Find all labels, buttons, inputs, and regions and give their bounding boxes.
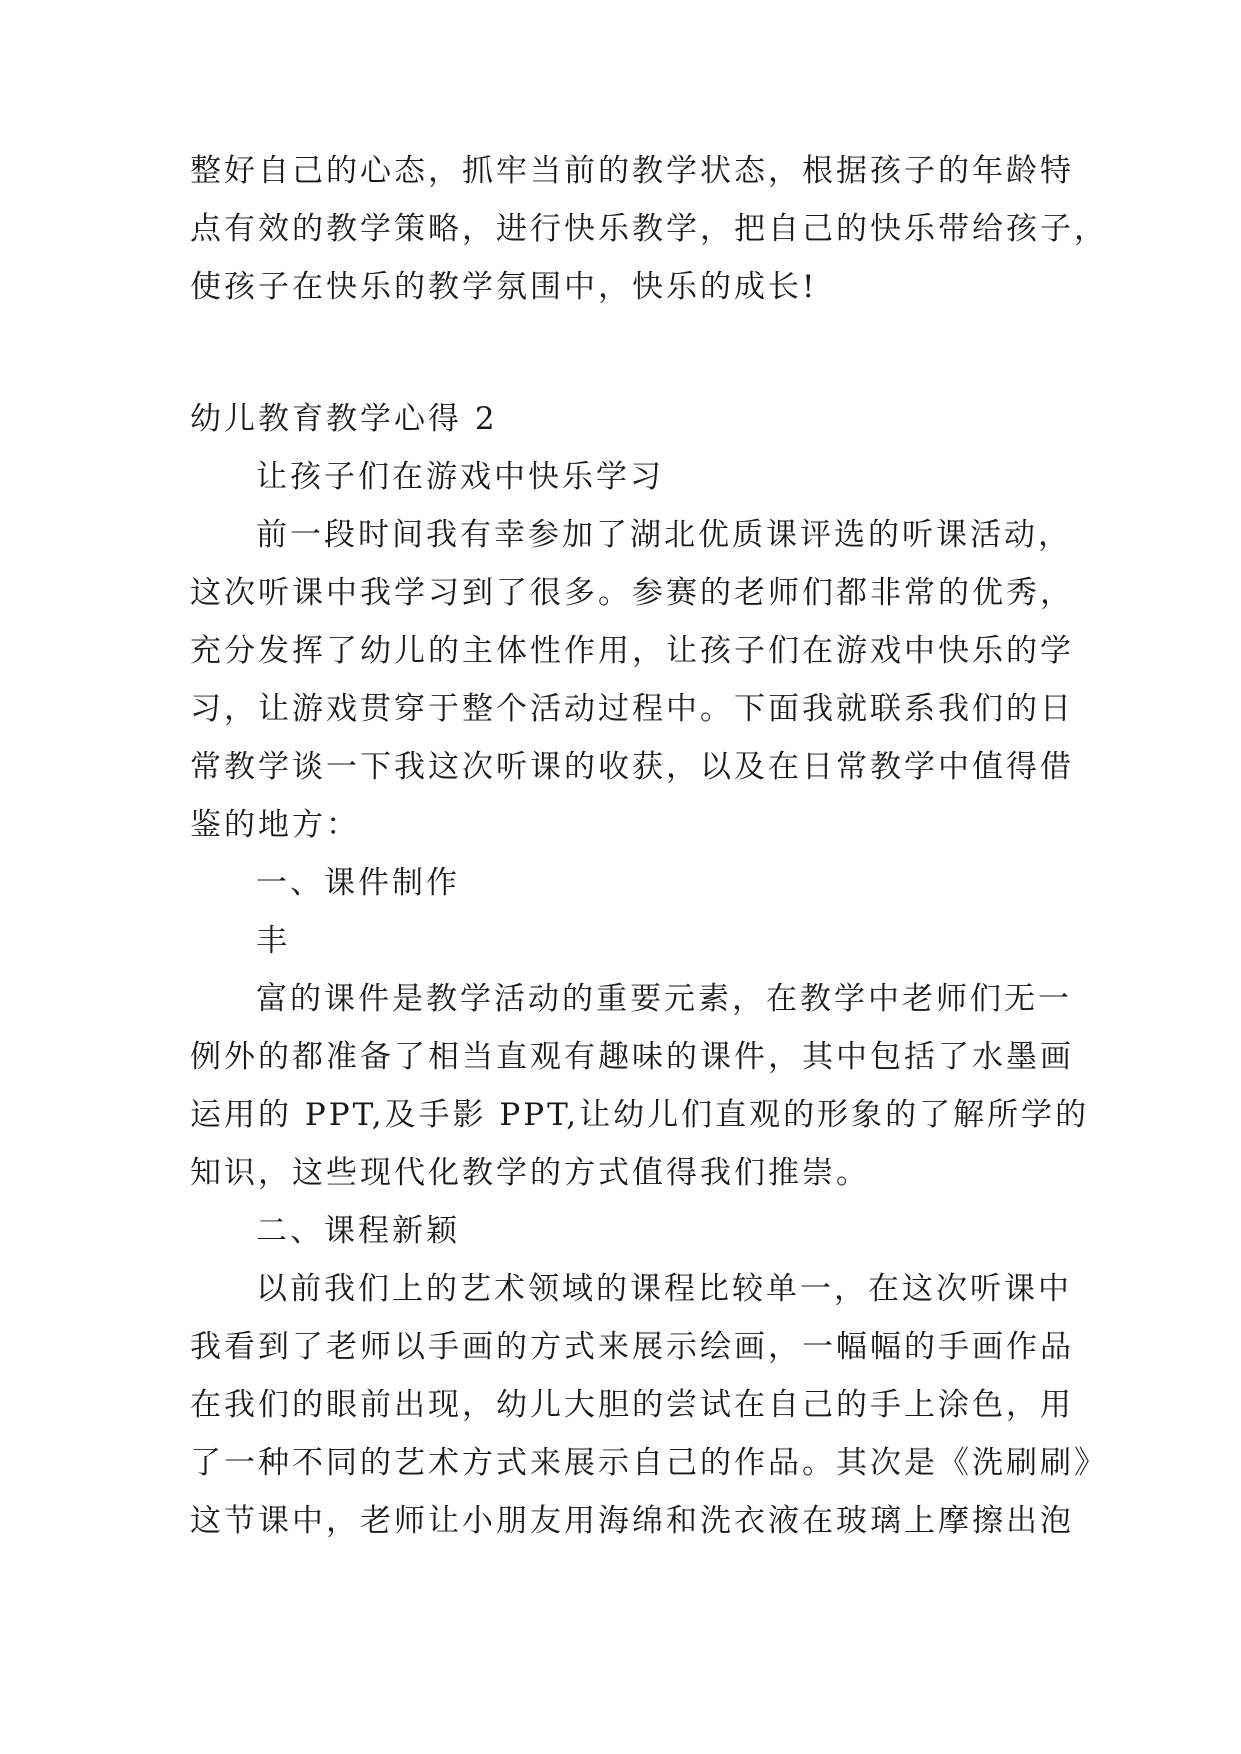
heading-2-text: 二、课程新颖 [256,1213,460,1249]
section-title [190,390,1070,448]
heading-1-text: 一、课件制作 [256,865,460,901]
text-line: 前一段时间我有幸参加了湖北优质课评选的听课活动， [256,517,1072,553]
text-line: 点有效的教学策略，进行快乐教学，把自己的快乐带给孩子， [190,211,1108,247]
text-line: 知识，这些现代化教学的方式值得我们推崇。 [190,1155,870,1191]
text-line: 例外的都准备了相当直观有趣味的课件，其中包括了水墨画 [190,1039,1074,1075]
text-line: 我看到了老师以手画的方式来展示绘画，一幅幅的手画作品 [190,1329,1074,1365]
text-line: 常教学谈一下我这次听课的收获，以及在日常教学中值得借 [190,749,1074,785]
single-char-text: 丰 [256,923,290,959]
text-line: 这节课中，老师让小朋友用海绵和洗衣液在玻璃上摩擦出泡 [190,1503,1074,1539]
text-line: 鉴的地方： [190,807,360,843]
subtitle-text: 让孩子们在游戏中快乐学习 [256,459,664,495]
text-line: 习，让游戏贯穿于整个活动过程中。下面我就联系我们的日 [190,691,1074,727]
subtitle [190,448,1070,506]
text-line: 富的课件是教学活动的重要元素，在教学中老师们无一 [256,981,1072,1017]
text-line: 使孩子在快乐的教学氛围中，快乐的成长! [190,269,818,305]
paragraph-3 [190,1260,1108,1550]
paragraph-1 [190,506,1074,854]
section-title-text: 幼儿教育教学心得 2 [190,401,498,437]
heading-1 [190,854,1070,912]
text-line: 这次听课中我学习到了很多。参赛的老师们都非常的优秀， [190,575,1074,611]
text-line: 运用的 PPT,及手影 PPT,让幼儿们直观的形象的了解所学的 [190,1097,1090,1133]
heading-2 [190,1202,1070,1260]
text-line: 整好自己的心态，抓牢当前的教学状态，根据孩子的年龄特 [190,153,1074,189]
paragraph-2 [190,970,1090,1202]
text-line: 了一种不同的艺术方式来展示自己的作品。其次是《洗刷刷》 [190,1445,1108,1481]
intro-paragraph [190,142,1108,316]
single-char-line [190,912,1070,970]
text-line: 充分发挥了幼儿的主体性作用，让孩子们在游戏中快乐的学 [190,633,1074,669]
text-line: 在我们的眼前出现，幼儿大胆的尝试在自己的手上涂色，用 [190,1387,1074,1423]
text-line: 以前我们上的艺术领域的课程比较单一，在这次听课中 [256,1271,1072,1307]
